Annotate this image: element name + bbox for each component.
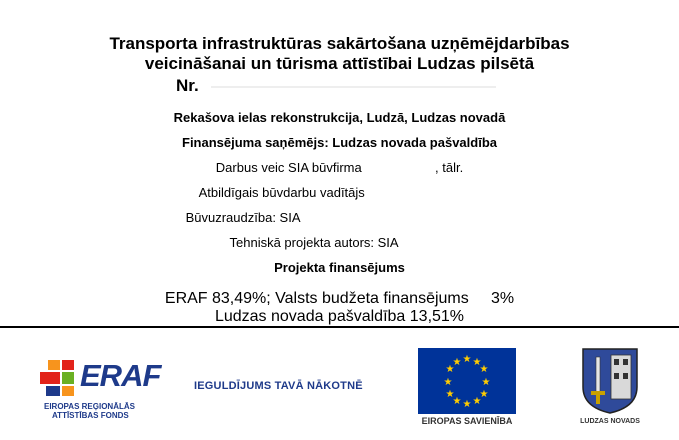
contractor-phone-label: , tālr.	[435, 160, 464, 175]
contractor-line	[0, 160, 679, 175]
project-number-label: Nr.	[176, 76, 199, 95]
svg-text:★: ★	[479, 389, 489, 400]
coat-caption: LUDZAS NOVADS	[580, 418, 640, 425]
site-manager-label: Atbildīgais būvdarbu vadītājs	[198, 185, 365, 200]
site-manager-line	[0, 185, 679, 200]
svg-text:★: ★	[452, 357, 462, 368]
eraf-logo-text: ERAF	[80, 358, 161, 393]
eu-caption: EIROPAS SAVIENĪBA	[421, 416, 513, 426]
redacted-text	[402, 239, 450, 247]
document-title-line1: Transporta infrastruktūras sakārtošana uzņēmējdarbības	[109, 34, 570, 53]
financing-breakdown-line2: Ludzas novada pašvaldība 13,51%	[214, 308, 465, 325]
redacted-text	[365, 164, 431, 172]
redacted-project-number	[211, 81, 496, 93]
svg-text:★: ★	[445, 389, 455, 400]
eraf-caption-line2: ATTĪSTĪBAS FONDS	[52, 411, 129, 420]
designer-label: Tehniskā projekta autors: SIA	[229, 235, 398, 250]
coat-of-arms	[581, 347, 639, 415]
financing-breakdown-line1: ERAF 83,49%; Valsts budžeta finansējums 3%	[164, 290, 515, 307]
slogan: IEGULDĪJUMS TAVĀ NĀKOTNĒ	[194, 380, 363, 392]
svg-text:★: ★	[472, 396, 482, 407]
separator-line	[0, 326, 679, 328]
svg-text:★: ★	[472, 357, 482, 368]
project-name: Rekašova ielas rekonstrukcija, Ludzā, Ludzas novadā	[173, 110, 506, 125]
eraf-logo	[38, 356, 168, 420]
document-title-line2: veicināšanai un tūrisma attīstībai Ludzas pilsētā	[144, 54, 535, 73]
svg-text:★: ★	[443, 377, 453, 388]
svg-text:★: ★	[452, 396, 462, 407]
svg-text:★: ★	[445, 364, 455, 375]
ludza-coat-of-arms-icon	[581, 347, 639, 415]
svg-text:★: ★	[479, 364, 489, 375]
redacted-text	[368, 189, 480, 197]
svg-text:★: ★	[462, 399, 472, 410]
eu-flag	[418, 348, 516, 414]
supervision-line	[0, 210, 679, 225]
contractor-label: Darbus veic SIA būvfirma	[215, 160, 362, 175]
svg-text:★: ★	[462, 354, 472, 365]
supervision-label: Būvuzraudzība: SIA	[185, 210, 300, 225]
financing-heading: Projekta finansējums	[274, 260, 405, 275]
eu-stars-icon	[418, 348, 516, 414]
svg-text:★: ★	[481, 377, 491, 388]
eraf-caption-line1: EIROPAS REĢIONĀLĀS	[44, 402, 135, 411]
project-number	[176, 76, 496, 96]
financing-recipient: Finansējuma saņēmējs: Ludzas novada pašvaldība	[182, 135, 497, 150]
designer-line	[0, 235, 679, 250]
redacted-text	[303, 214, 493, 222]
